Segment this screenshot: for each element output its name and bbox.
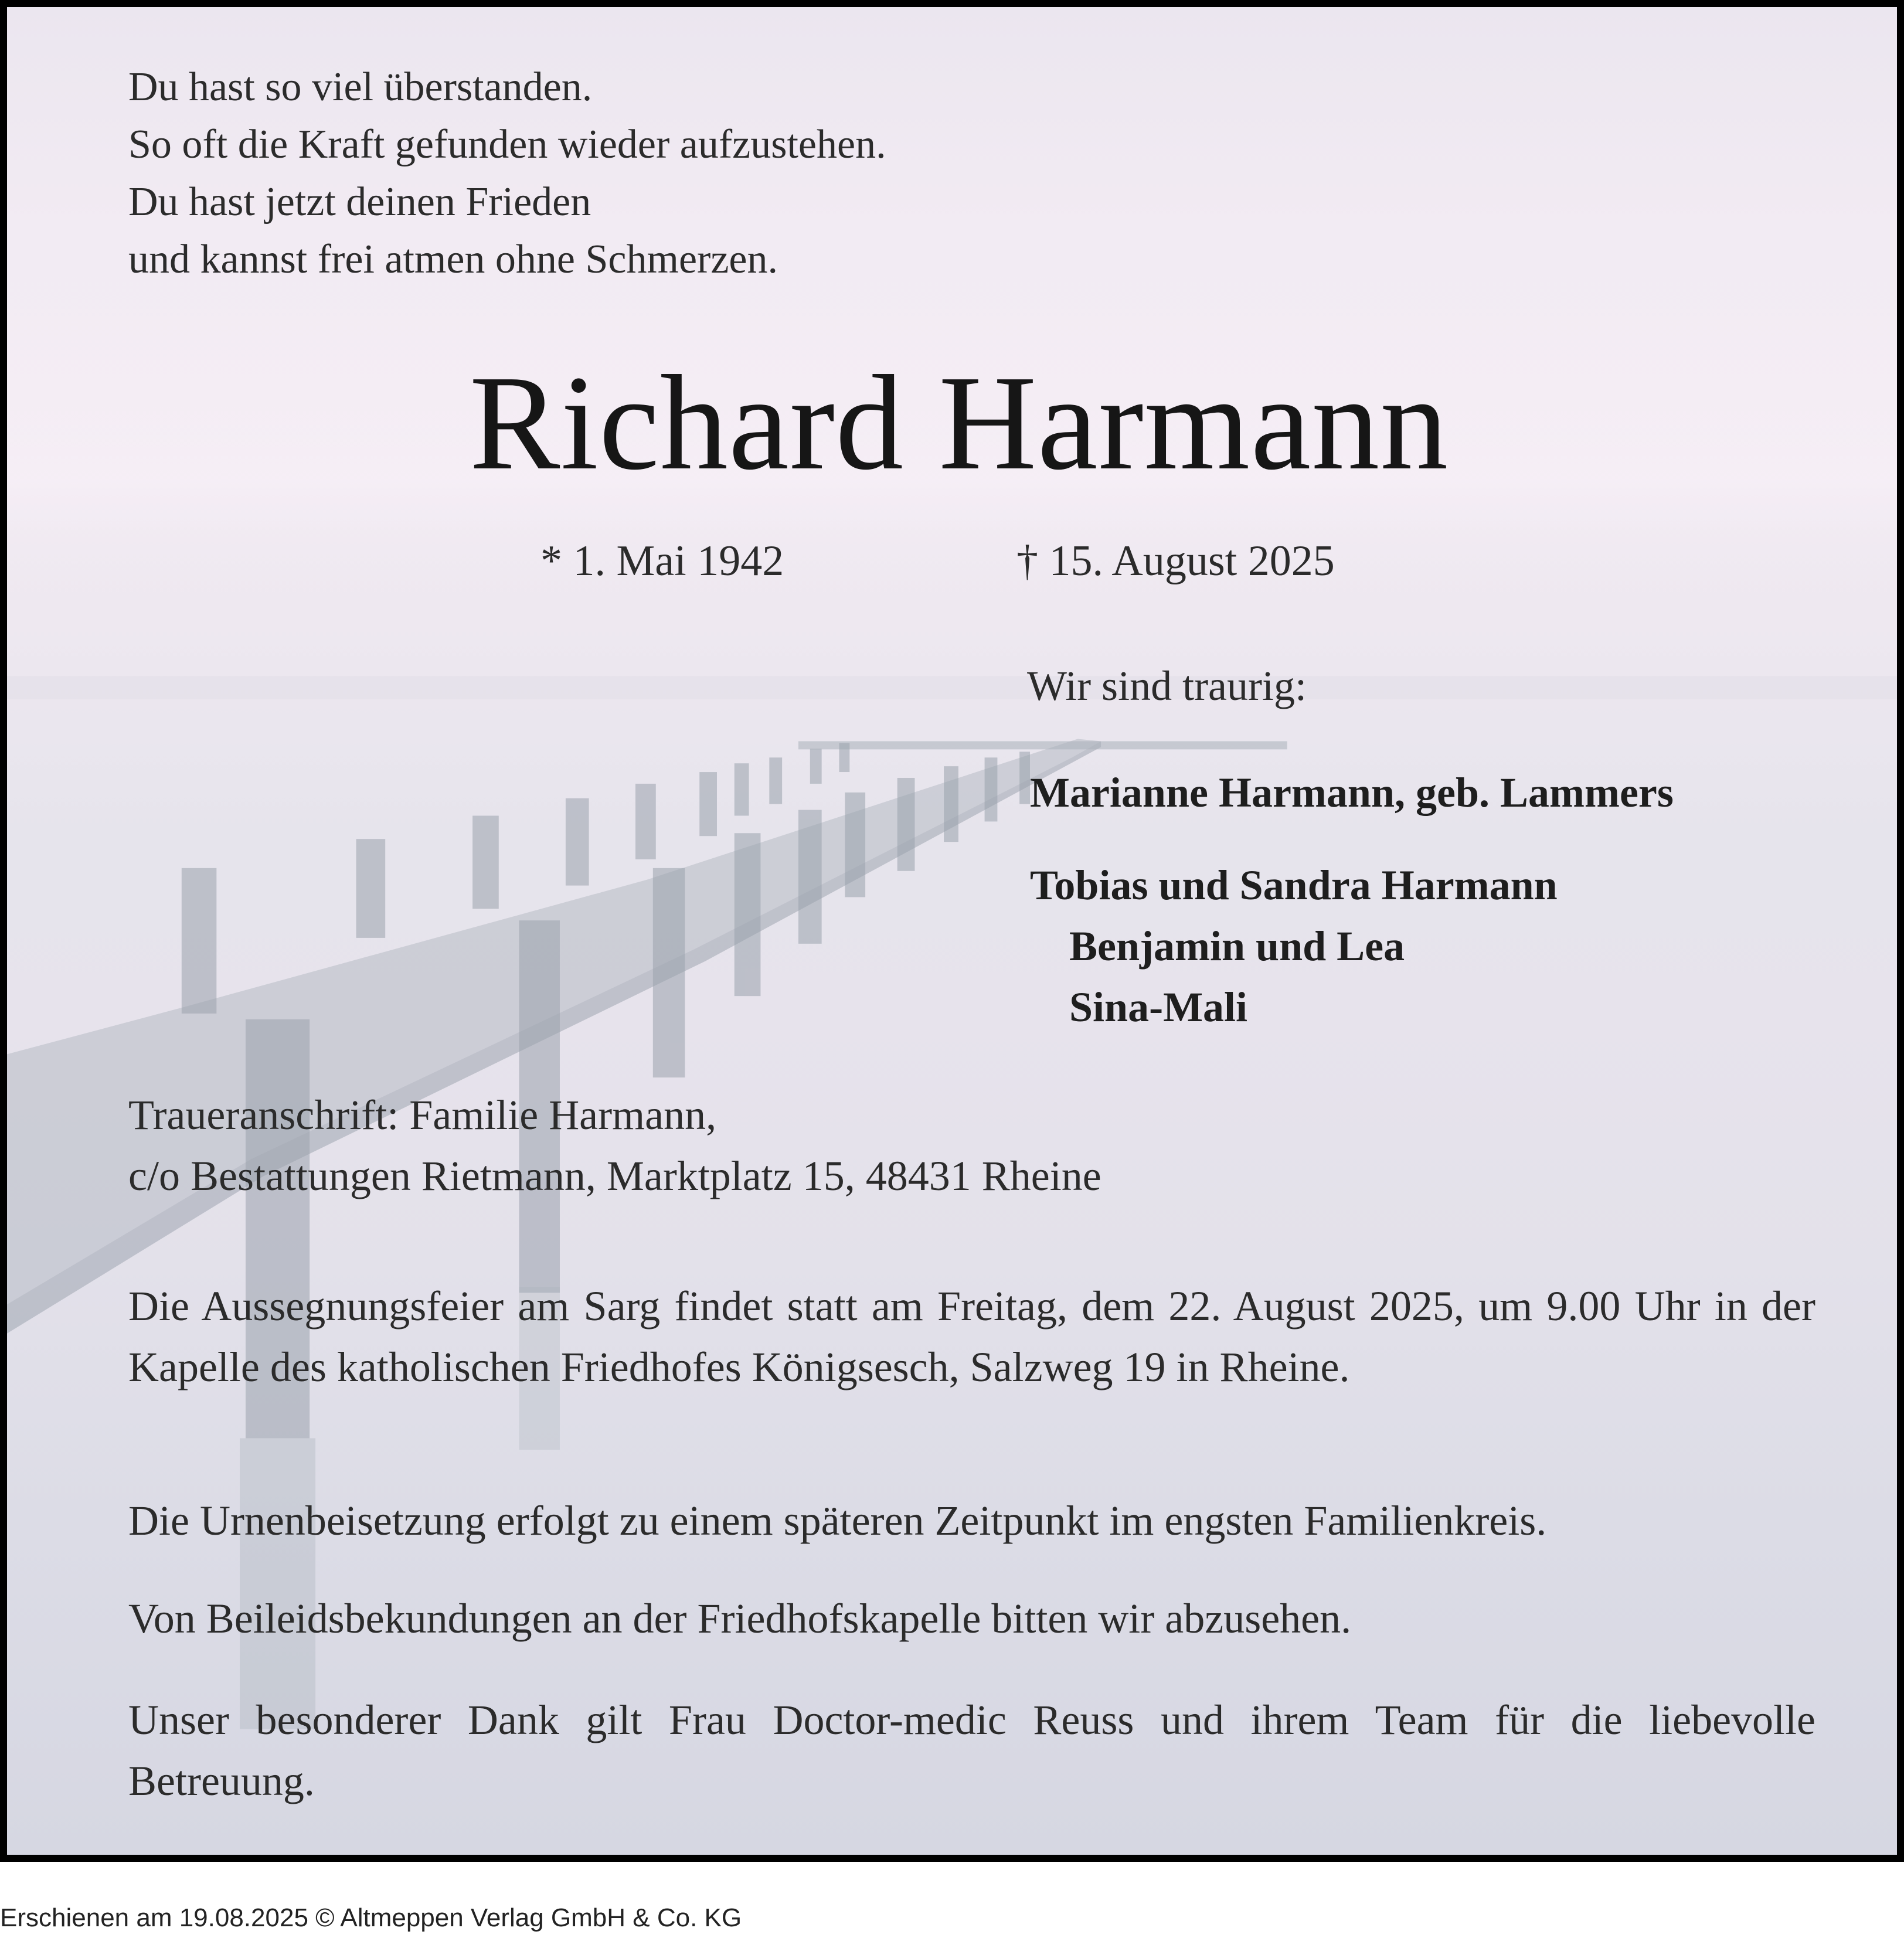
mourner-name: Tobias und Sandra Harmann [1030,862,1558,909]
poem-line: und kannst frei atmen ohne Schmerzen. [128,237,778,282]
address-line: Traueranschrift: Familie Harmann, [128,1092,717,1138]
mourning-address [128,1084,1101,1206]
burial-paragraph: Die Urnenbeisetzung erfolgt zu einem späteren Zeitpunkt im engsten Familienkreis. [128,1497,1547,1544]
deceased-name: Richard Harmann [469,348,1449,498]
mourners-intro: Wir sind traurig: [1027,662,1307,709]
mourner-name: Marianne Harmann, geb. Lammers [1030,769,1674,816]
death-date: † 15. August 2025 [1016,537,1335,585]
mourner-name: Benjamin und Lea [1069,923,1405,970]
poem-line: Du hast so viel überstanden. [128,64,593,110]
birth-date: * 1. Mai 1942 [540,537,784,585]
ceremony-paragraph: Die Aussegnungsfeier am Sarg findet statt am Freitag, dem 22. August 2025, um 9.00 Uhr in der Kapelle des katholischen Friedhofes Königsesch, Salzweg 19 in Rheine. [128,1283,1815,1390]
thanks-paragraph: Unser besonderer Dank gilt Frau Doctor-medic Reuss und ihrem Team für die liebevolle Betreuung. [128,1696,1815,1804]
poem-line: So oft die Kraft gefunden wieder aufzustehen. [128,122,886,167]
address-line: c/o Bestattungen Rietmann, Marktplatz 15, 48431 Rheine [128,1152,1101,1199]
poem [128,59,886,288]
mourner-name: Sina-Mali [1069,984,1248,1031]
poem-line: Du hast jetzt deinen Frieden [128,179,591,225]
publication-footer: Erschienen am 19.08.2025 © Altmeppen Verlag GmbH & Co. KG [0,1903,742,1932]
condolence-paragraph: Von Beileidsbekundungen an der Friedhofskapelle bitten wir abzusehen. [128,1595,1352,1642]
